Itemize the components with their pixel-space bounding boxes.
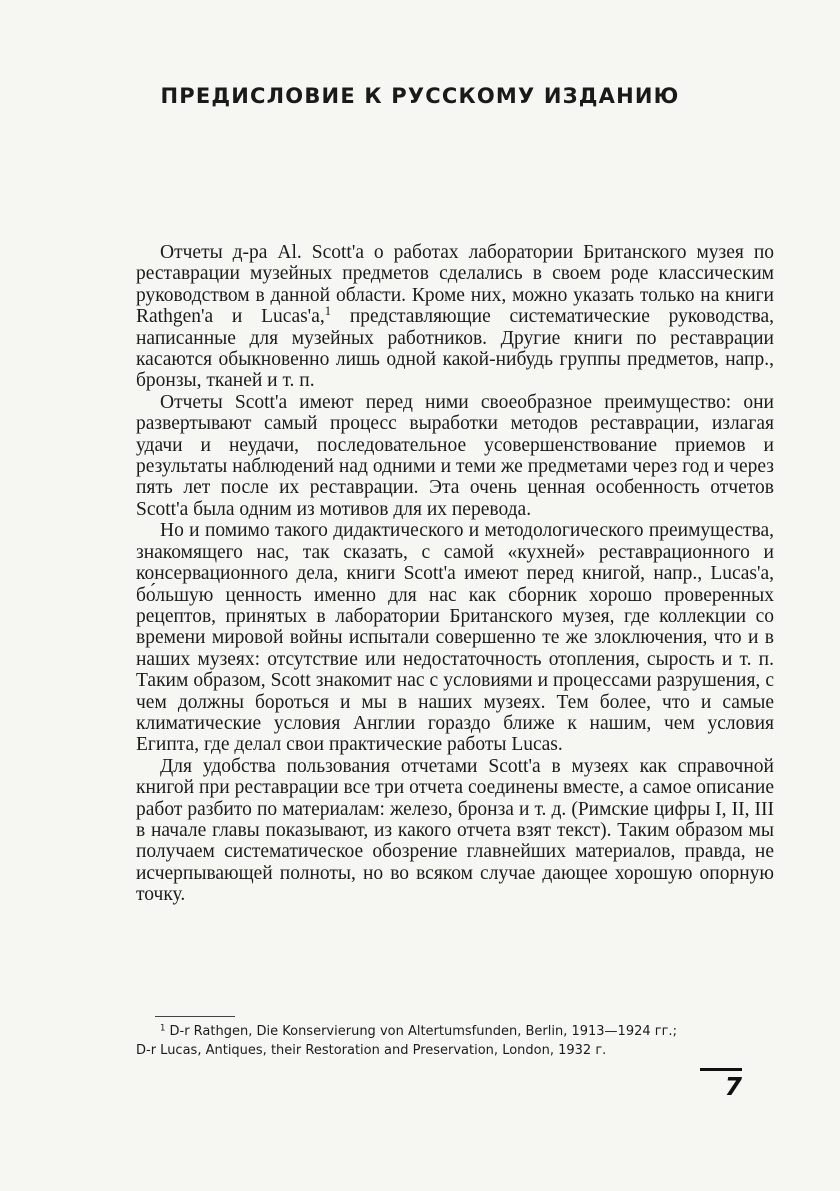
page-title: ПРЕДИСЛОВИЕ К РУССКОМУ ИЗДАНИЮ [160, 84, 680, 108]
preface-body [136, 242, 774, 906]
page-number-rule [700, 1068, 742, 1071]
footnote-reference: 1 [324, 304, 332, 319]
footnotes [136, 1022, 776, 1060]
footnote-line-2: D-r Lucas, Antiques, their Restoration and Preservation, London, 1932 г. [136, 1043, 607, 1058]
page-number: 7 [724, 1072, 742, 1101]
paragraph-3: Но и помимо такого дидактического и методологического преимущества, знакомящего нас, так сказать, с самой «кухней» реставрационного и консервационного дела, книги Scott'a имеют перед книгой, напр., Lucas'a, бо́льшую ценность именно для нас как сборник хорошо проверенных рецептов, принятых в лаборатории Британского музея, где коллекции со времени мировой войны испытали совершенно те же злоключения, что и в наших музеях: отсутствие или недостаточность отопления, сырость и т. п. Таким образом, Scott знакомит нас с условиями и процессами разрушения, с чем должны бороться и мы в наших музеях. Тем более, что и самые климатические условия Англии гораздо ближе к нашим, чем условия Египта, где делал свои практические работы Lucas. [136, 520, 774, 756]
paragraph-1-text-continued: представляющие систематические руководства, написанные для музейных работников. Другие книги по реставрации касаются обыкновенно лишь одной какой-нибудь группы предметов, напр., бронзы, тканей и т. п. [136, 306, 774, 392]
footnote-divider [155, 1016, 235, 1017]
footnote-text-1: D-r Rathgen, Die Konservierung von Altertumsfunden, Berlin, 1913—1924 гг.; [165, 1024, 677, 1039]
footnote-line-1 [136, 1022, 776, 1041]
paragraph-4: Для удобства пользования отчетами Scott'a в музеях как справочной книгой при реставрации все три отчета соединены вместе, а самое описание работ разбито по материалам: железо, бронза и т. д. (Римские цифры I, II, III в начале главы показывают, из какого отчета взят текст). Таким образом мы получаем систематическое обозрение главнейших материалов, правда, не исчерпывающей полноты, но во всяком случае дающее хорошую опорную точку. [136, 755, 774, 906]
paragraph-1 [136, 242, 774, 392]
paragraph-2: Отчеты Scott'a имеют перед ними своеобразное преимущество: они развертывают самый процесс выработки методов реставрации, излагая удачи и неудачи, последовательное усовершенствование приемов и результаты наблюдений над одними и теми же предметами через год и через пять лет после их реставрации. Эта очень ценная особенность отчетов Scott'a была одним из мотивов для их перевода. [136, 391, 774, 520]
footnote-mark: 1 [160, 1022, 166, 1033]
paragraph-1-text: Отчеты д-ра Al. Scott'a о работах лаборатории Британского музея по реставрации музейных предметов сделались в своем роде классическим руководством в данной области. Кроме них, можно указать только на книги Rathgen'a и Lucas'a, [136, 242, 774, 328]
